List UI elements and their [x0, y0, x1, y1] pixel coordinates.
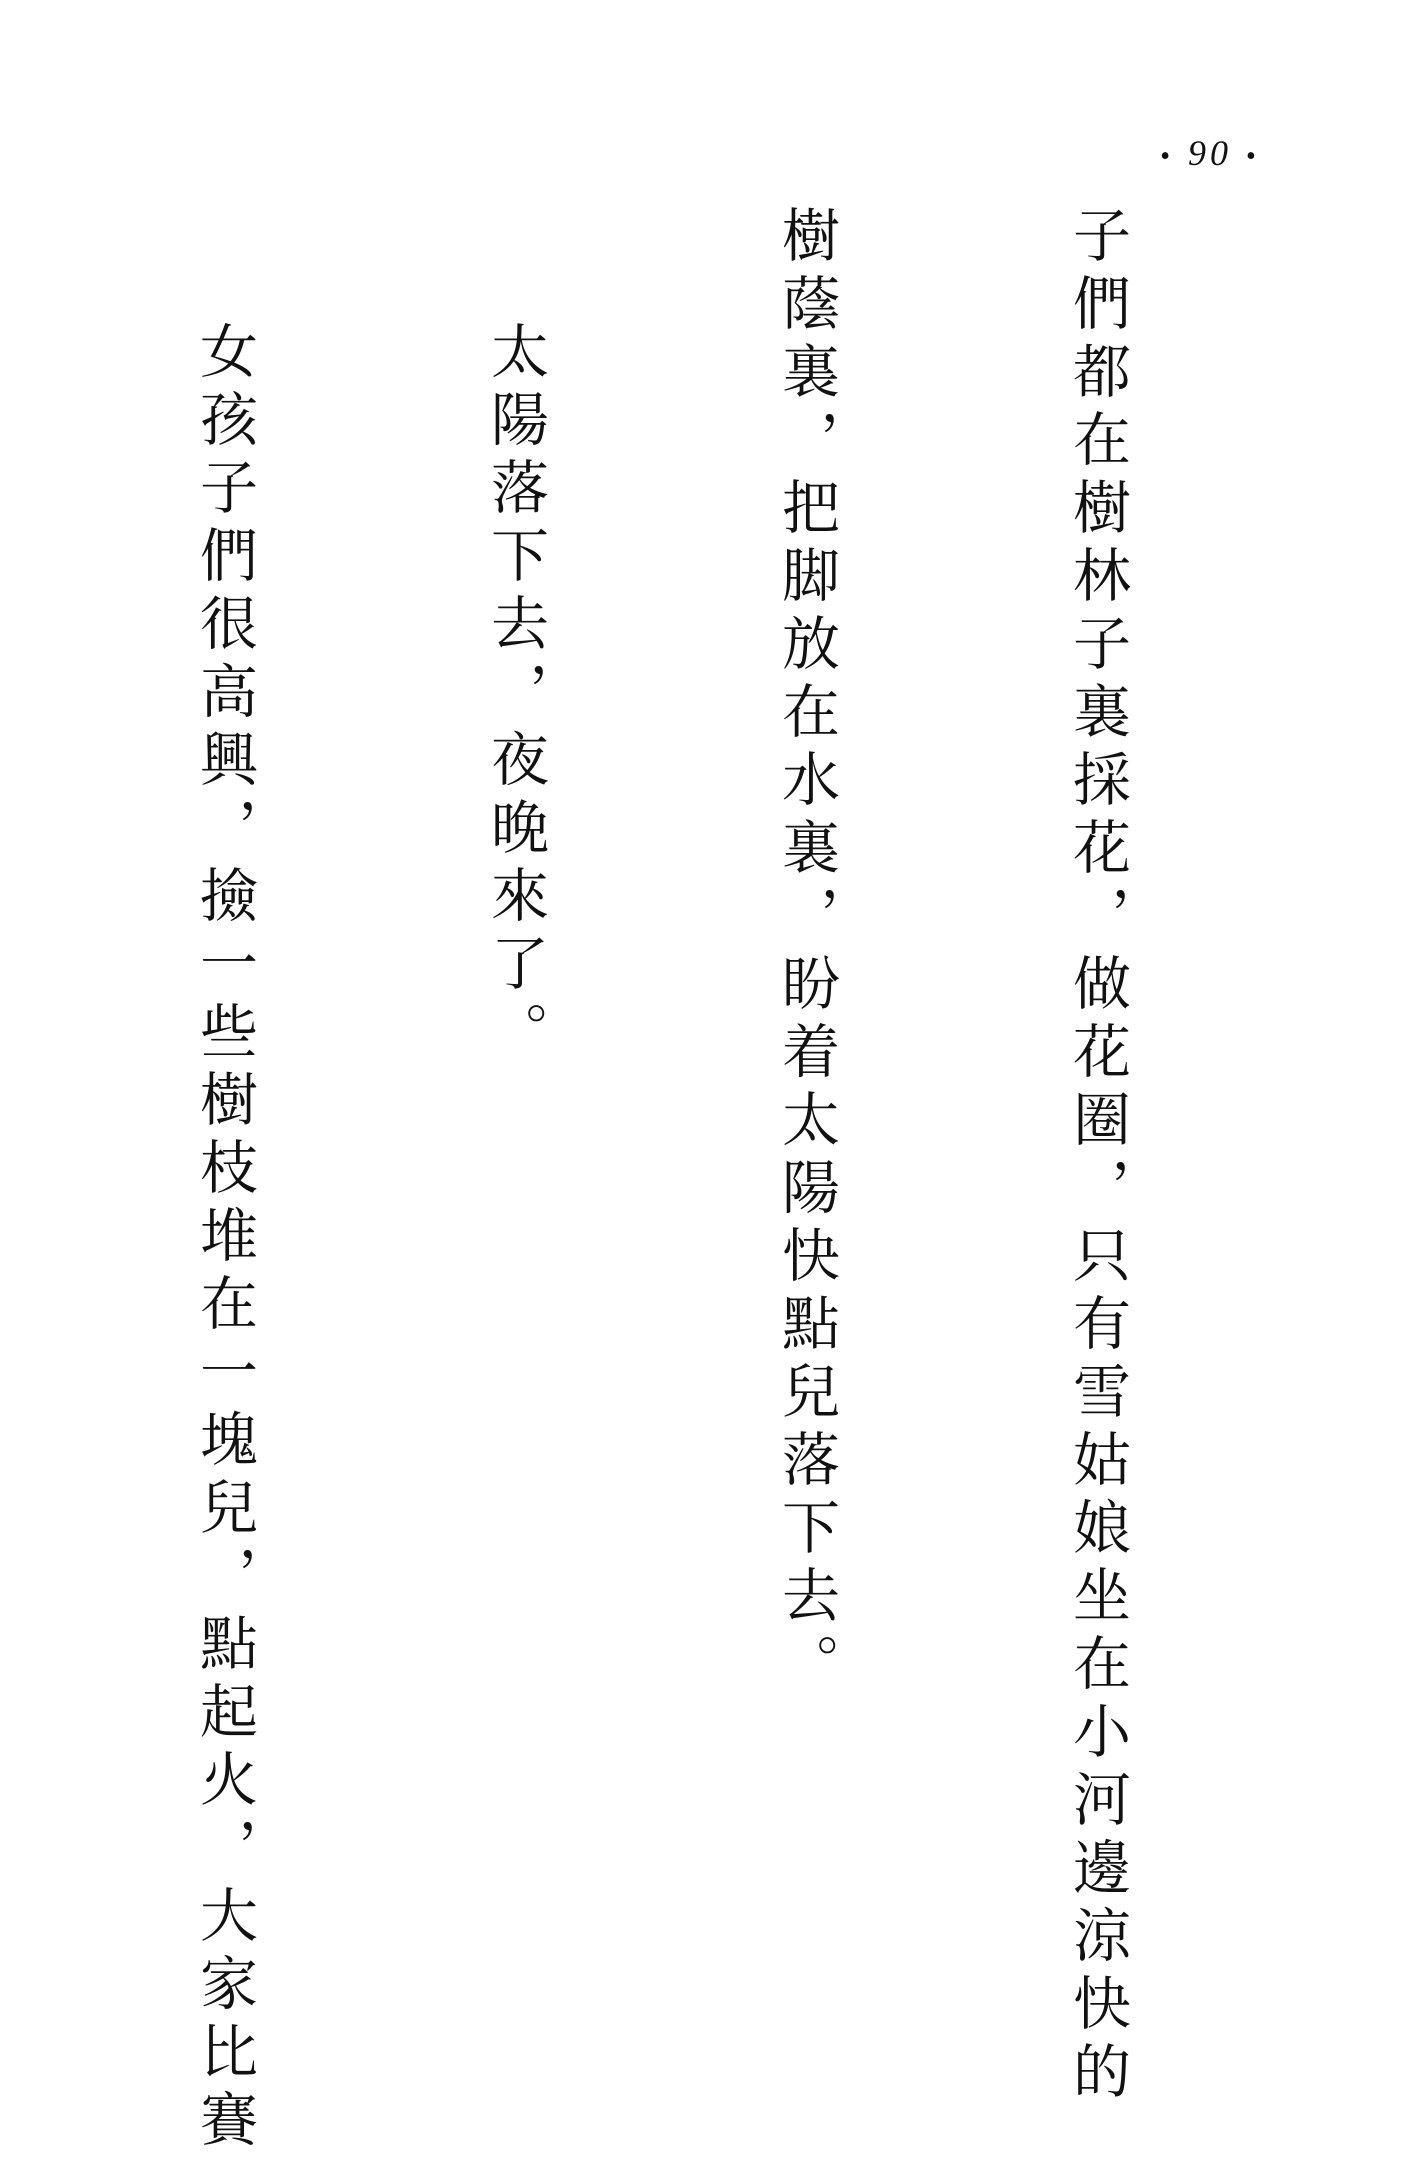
page-number-dot-right: •: [1246, 140, 1260, 172]
text-column-4-content: 女孩子們很高興，撿一些樹枝堆在一塊兒，點起火，大家比賽: [190, 321, 258, 2157]
text-column-2-content: 樹蔭裏，把脚放在水裏，盼着太陽快點兒落下去。: [772, 205, 840, 1701]
page-number-dot-left: •: [1160, 140, 1174, 172]
text-column-4: [175, 205, 272, 2157]
vertical-text-body: [0, 205, 1339, 2157]
text-column-2: [757, 205, 854, 2035]
text-column-3: [466, 205, 563, 2035]
text-column-1-content: 子們都在樹林子裏採花，做花圈，只有雪姑娘坐在小河邊涼快的: [1063, 205, 1131, 2109]
text-column-1: [1048, 205, 1145, 2109]
text-column-3-content: 太陽落下去，夜晚來了。: [481, 321, 549, 1069]
page-number: [1130, 132, 1290, 174]
page-number-value: 90: [1188, 133, 1232, 173]
